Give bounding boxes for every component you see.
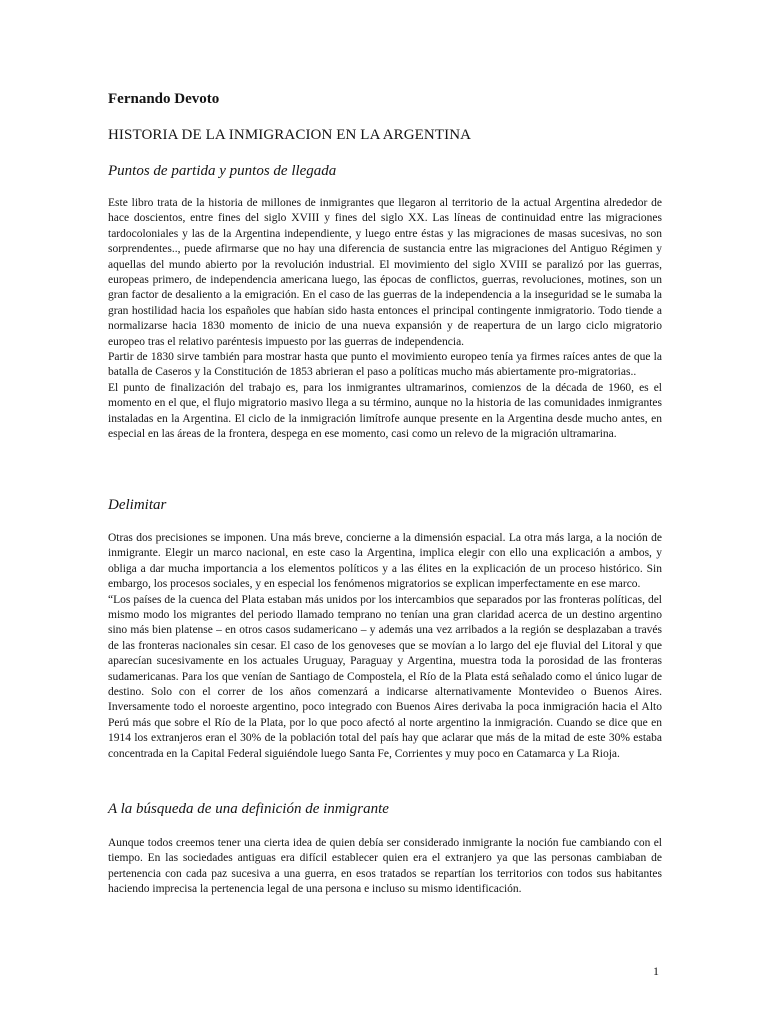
section-body-puntos-de-partida [108,196,662,443]
paragraph: Otras dos precisiones se imponen. Una más breve, concierne a la dimensión espacial. La otra más larga, a la noción de inmigrante. Elegir un marco nacional, en este caso la Argentina, implica elegir con ello una explicación a ambos, y obliga a dar mucha importancia a los elementos políticos y a las élites en la explicación de un proceso histórico. Sin embargo, los procesos sociales, y en especial los fenómenos migratorios se explican imperfectamente en ese marco. [108,532,662,591]
section-body-delimitar [108,531,662,762]
section-heading-definicion-inmigrante: A la búsqueda de una definición de inmigrante [108,801,389,817]
document-title: HISTORIA DE LA INMIGRACION EN LA ARGENTINA [108,127,472,143]
section-heading-puntos-de-partida: Puntos de partida y puntos de llegada [108,163,337,179]
paragraph: El punto de finalización del trabajo es, para los inmigrantes ultramarinos, comienzos de la década de 1960, es el momento en el que, el flujo migratorio masivo llega a su término, aunque no la historia de las comunidades inmigrantes instaladas en la Argentina. El ciclo de la inmigración limítrofe aunque presente en la Argentina desde mucho antes, en especial en las áreas de la frontera, despega en ese momento, casi como un relevo de la migración ultramarina. [108,381,662,441]
paragraph: “Los países de la cuenca del Plata estaban más unidos por los intercambios que separados por las fronteras políticas, del mismo modo los migrantes del periodo llamado temprano no tenían una gran claridad acerca de un destino argentino sino más bien platense – en otros casos sudamericano – y además una vez arribados a la región se desplazaban a través de las fronteras nacionales sin cesar. El caso de los genoveses que se movían a lo largo del eje fluvial del Litoral y que aparecían sucesivamente en los actuales Uruguay, Paraguay y Argentina, muestra toda la porosidad de las fronteras sudamericanas. Para los que venían de Santiago de Compostela, el Río de la Plata está señalado como el único lugar de destino. Solo con el correr de los años comenzará a indicarse alternativamente Montevideo o Buenos Aires. Inversamente todo el noroeste argentino, poco integrado con Buenos Aires derivaba la poca inmigración hacia el Alto Perú más que sobre el Río de la Plata, por lo que poco afectó al norte argentino la inmigración. Cuando se dice que en 1914 los extranjeros eran el 30% de la población total del país hay que aclarar que más de la mitad de este 30% estaba concentrada en la Capital Federal siguiéndole luego Santa Fe, Corrientes y muy poco en Catamarca y La Rioja. [108,593,662,760]
author-name: Fernando Devoto [108,91,220,107]
page-number: 1 [653,964,659,978]
paragraph: Aunque todos creemos tener una cierta idea de quien debía ser considerado inmigrante la noción fue cambiando con el tiempo. En las sociedades antiguas era difícil establecer quien era el extranjero ya que las personas cambiaban de pertenencia con cada paz sucesiva a una guerra, en esos tratados se repartían los territorios con todos sus habitantes haciendo imprecisa la pertenencia legal de una persona e incluso su mismo identificación. [108,837,662,896]
section-heading-delimitar: Delimitar [108,497,167,513]
paragraph: Partir de 1830 sirve también para mostrar hasta que punto el movimiento europeo tenía ya firmes raíces antes de que la batalla de Caseros y la Constitución de 1853 abrieran el paso a políticas mucho más abiertamente pro-migratorias.. [108,351,662,379]
paragraph: Este libro trata de la historia de millones de inmigrantes que llegaron al territorio de la actual Argentina alrededor de hace doscientos, entre fines del siglo XVIII y fines del siglo XX. Las líneas de continuidad entre las migraciones tardocoloniales y las de la Argentina independiente, y luego entre éstas y las migraciones de masas sucesivas, no son sorprendentes.., puede afirmarse que no hay una diferencia de sustancia entre las migraciones del Antiguo Régimen y aquellas del mundo abierto por la revolución industrial. El movimiento del siglo XVIII se paralizó por las guerras, europeas primero, de independencia americana luego, las épocas de conflictos, guerras, revoluciones, motines, son un gran factor de desaliento a la emigración. En el caso de las guerras de la independencia a la inseguridad se le sumaba la gran hostilidad hacia los españoles que habían sido hasta entonces el principal contingente inmigratorio. Todo tiende a normalizarse hacia 1830 momento de inicio de una nueva expansión y de reapertura de un largo ciclo migratorio europeo tras el relativo paréntesis impuesto por las guerras de independencia. [108,197,662,348]
section-body-definicion-inmigrante [108,836,662,898]
